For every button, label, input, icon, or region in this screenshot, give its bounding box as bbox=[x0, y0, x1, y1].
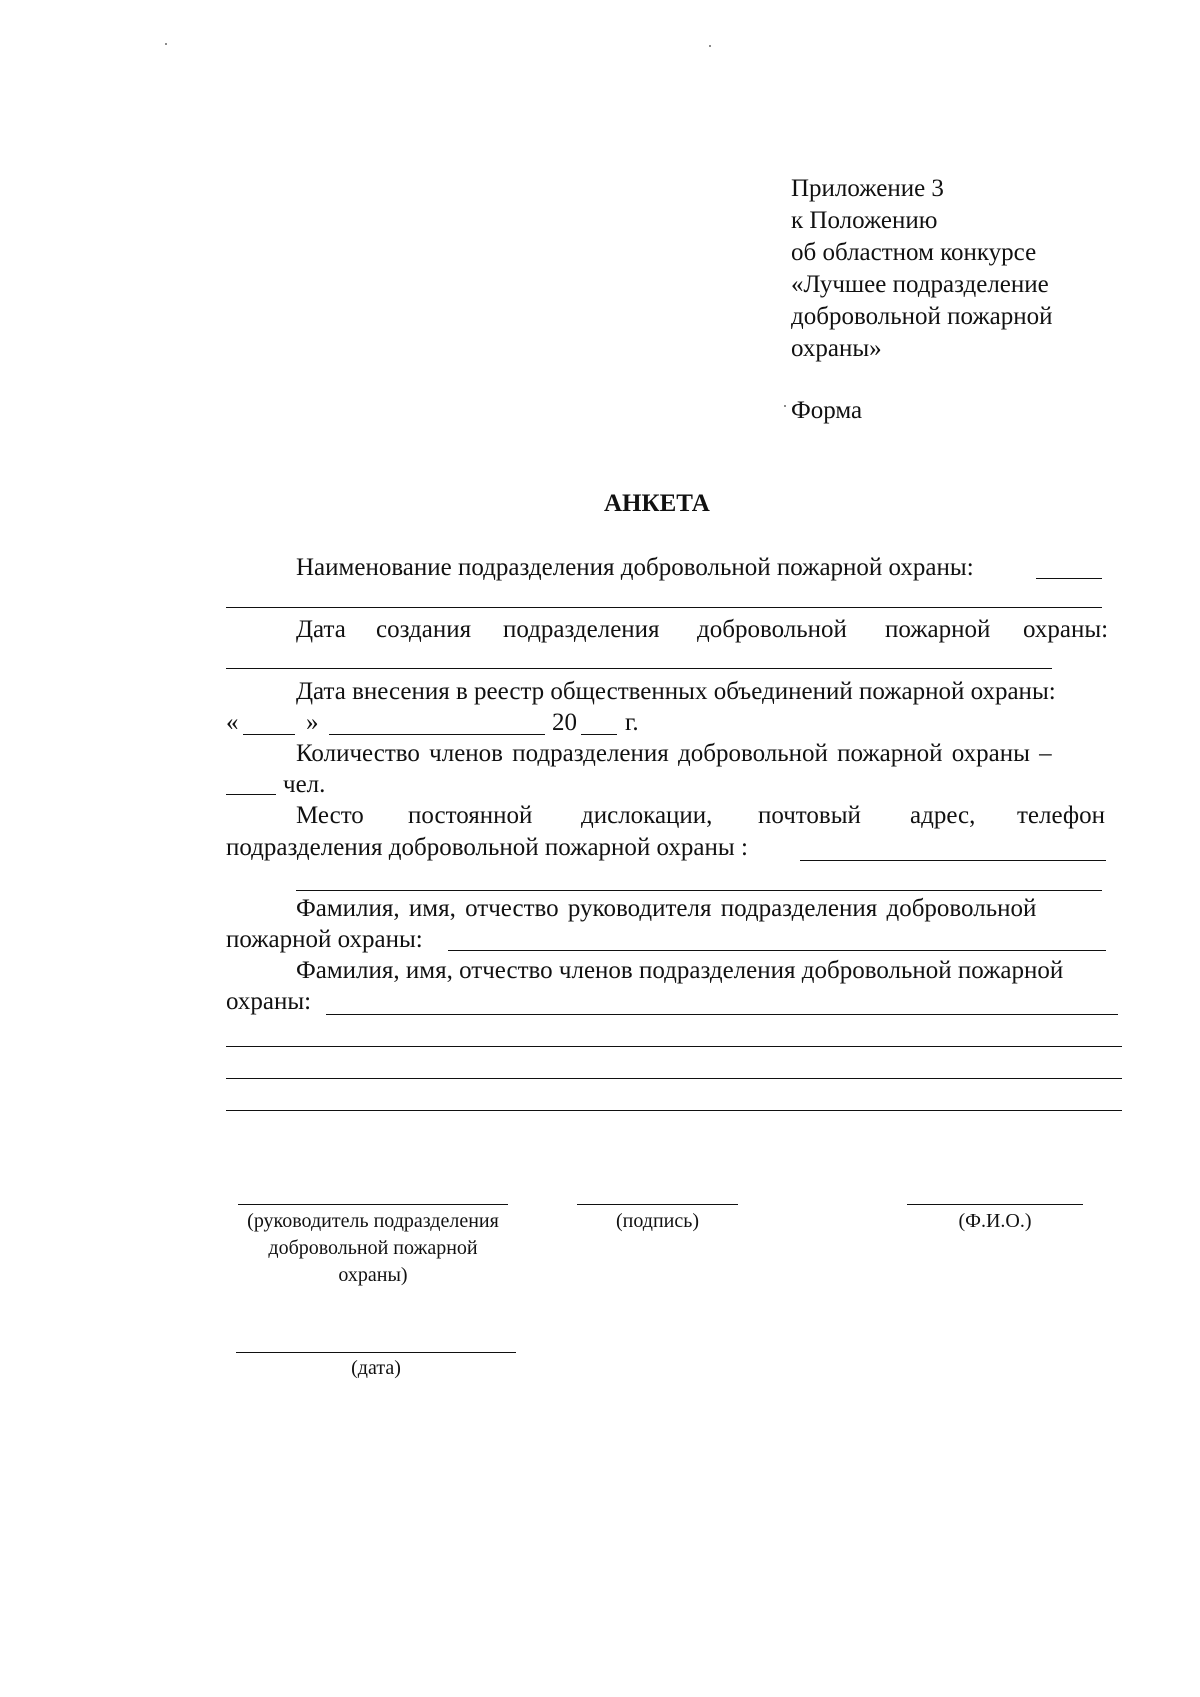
date-blank[interactable] bbox=[236, 1352, 516, 1353]
word: Место bbox=[296, 802, 364, 829]
registry-year-prefix: 20 bbox=[552, 709, 577, 736]
word: Дата bbox=[296, 616, 346, 643]
members-unit: чел. bbox=[283, 771, 326, 798]
header-line: Приложение 3 bbox=[791, 175, 944, 202]
fio-blank[interactable] bbox=[907, 1204, 1083, 1205]
members-count-label: Количество членов подразделения добровольной пожарной охраны – bbox=[296, 740, 1052, 767]
head-caption-line1: (руководитель подразделения bbox=[247, 1210, 499, 1232]
word: постоянной bbox=[408, 802, 533, 829]
members-fio-blank-line3[interactable] bbox=[226, 1078, 1122, 1079]
members-count-blank[interactable] bbox=[226, 794, 276, 795]
header-line: добровольной пожарной bbox=[791, 303, 1053, 330]
location-blank[interactable] bbox=[800, 860, 1106, 861]
unit-name-blank[interactable] bbox=[1036, 578, 1102, 579]
word: пожарной bbox=[885, 616, 991, 643]
head-fio-label: Фамилия, имя, отчество руководителя подразделения добровольной bbox=[296, 895, 1037, 922]
registry-year-blank[interactable] bbox=[581, 734, 617, 735]
unit-name-label: Наименование подразделения добровольной пожарной охраны: bbox=[296, 554, 974, 581]
location-blank-line2[interactable] bbox=[296, 890, 1102, 891]
form-label: Форма bbox=[791, 397, 863, 424]
registry-year-suffix: г. bbox=[625, 709, 639, 736]
scan-speck bbox=[784, 405, 786, 407]
signature-caption: (подпись) bbox=[615, 1210, 700, 1232]
members-fio-blank-line4[interactable] bbox=[226, 1110, 1122, 1111]
scan-speck bbox=[165, 43, 167, 45]
word: адрес, bbox=[910, 802, 976, 829]
location-label-line2: подразделения добровольной пожарной охраны : bbox=[226, 834, 748, 861]
word: подразделения bbox=[503, 616, 660, 643]
head-caption-line3: охраны) bbox=[338, 1264, 408, 1286]
fio-caption: (Ф.И.О.) bbox=[958, 1210, 1032, 1232]
date-caption: (дата) bbox=[351, 1357, 401, 1379]
creation-date-blank[interactable] bbox=[226, 668, 1052, 669]
quote-close: » bbox=[306, 709, 319, 736]
head-fio-blank[interactable] bbox=[448, 950, 1106, 951]
header-line: об областном конкурсе bbox=[791, 239, 1037, 266]
page-title: АНКЕТА bbox=[604, 490, 710, 517]
header-line: «Лучшее подразделение bbox=[791, 271, 1049, 298]
registry-day-blank[interactable] bbox=[243, 734, 295, 735]
unit-name-blank-line2[interactable] bbox=[226, 607, 1102, 608]
word: дислокации, bbox=[581, 802, 713, 829]
members-fio-blank-line2[interactable] bbox=[226, 1046, 1122, 1047]
members-fio-label-line2: охраны: bbox=[226, 988, 312, 1015]
header-line: к Положению bbox=[791, 207, 938, 234]
registry-date-label: Дата внесения в реестр общественных объединений пожарной охраны: bbox=[296, 678, 1056, 705]
members-fio-label: Фамилия, имя, отчество членов подразделения добровольной пожарной bbox=[296, 957, 1064, 984]
head-fio-label-line2: пожарной охраны: bbox=[226, 926, 423, 953]
word: почтовый bbox=[758, 802, 861, 829]
word: телефон bbox=[1017, 802, 1105, 829]
members-fio-blank[interactable] bbox=[326, 1014, 1118, 1015]
signature-blank[interactable] bbox=[577, 1204, 738, 1205]
scan-speck bbox=[709, 45, 711, 47]
header-line: охраны» bbox=[791, 335, 882, 362]
quote-open: « bbox=[226, 709, 239, 736]
head-caption-line2: добровольной пожарной bbox=[268, 1237, 478, 1259]
word: добровольной bbox=[697, 616, 847, 643]
word: охраны: bbox=[1023, 616, 1109, 643]
head-position-blank[interactable] bbox=[238, 1204, 508, 1205]
word: создания bbox=[376, 616, 472, 643]
registry-month-blank[interactable] bbox=[329, 734, 545, 735]
